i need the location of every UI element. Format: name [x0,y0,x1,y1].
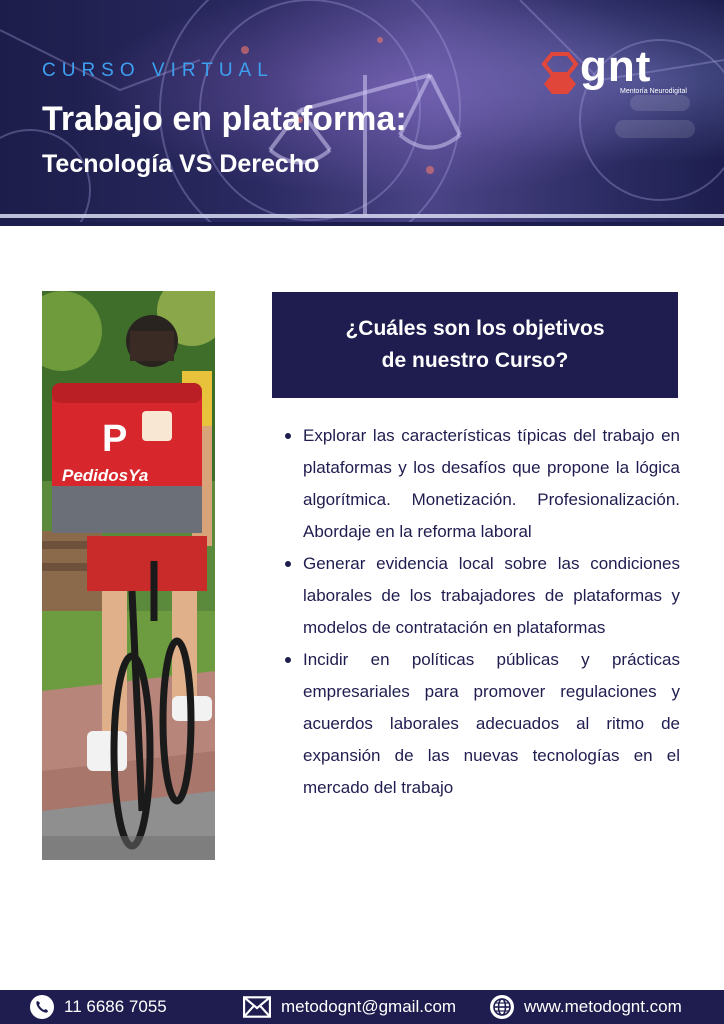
backpack-brand-label: PedidosYa [62,466,149,485]
delivery-cyclist-photo [42,291,215,860]
objective-text: Explorar las características típicas del trabajo en plataformas y los desafíos que propone la lógica algorítmica. Monetización. Profesionalización. Abordaje en la reforma laboral [303,426,680,541]
website-url: www.metodognt.com [524,997,682,1016]
course-subtitle: Tecnología VS Derecho [42,150,320,178]
objective-item [284,420,680,548]
email-address: metodognt@gmail.com [281,997,457,1016]
contact-footer [0,990,724,1024]
footer-email[interactable] [243,990,456,1024]
objective-item [284,548,680,644]
bullet-icon [285,561,291,567]
gnt-logo [540,42,690,100]
phone-number: 11 6686 7055 [64,997,167,1016]
course-title: Trabajo en plataforma: [42,100,407,138]
objective-text: Generar evidencia local sobre las condiciones laborales de los trabajadores de plataformas y modelos de contratación en plataformas [303,554,680,637]
globe-icon [490,995,514,1019]
envelope-icon [243,996,271,1018]
objectives-heading [272,292,678,398]
logo-wordmark: gnt [580,42,652,91]
svg-text:P: P [102,418,128,460]
footer-phone[interactable] [30,990,167,1024]
objectives-list [284,420,680,804]
objectives-heading-line1: ¿Cuáles son los objetivos [345,317,605,340]
bullet-icon [285,433,291,439]
objective-item [284,644,680,804]
footer-website[interactable] [490,990,682,1024]
header-banner [0,0,724,226]
objective-text: Incidir en políticas públicas y prácticas empresariales para promover regulaciones y acuerdos laborales adecuados al ritmo de expansión de las nuevas tecnologías en el mercado del trabajo [303,650,680,797]
logo-tagline: Mentoría Neurodigital [620,88,687,95]
header-divider-dark [0,222,724,226]
bullet-icon [285,657,291,663]
phone-icon [30,995,54,1019]
course-type-label: CURSO VIRTUAL [42,60,274,81]
header-divider [0,214,724,218]
hexagon-logo-icon [540,52,580,96]
objectives-heading-line2: de nuestro Curso? [381,349,569,372]
